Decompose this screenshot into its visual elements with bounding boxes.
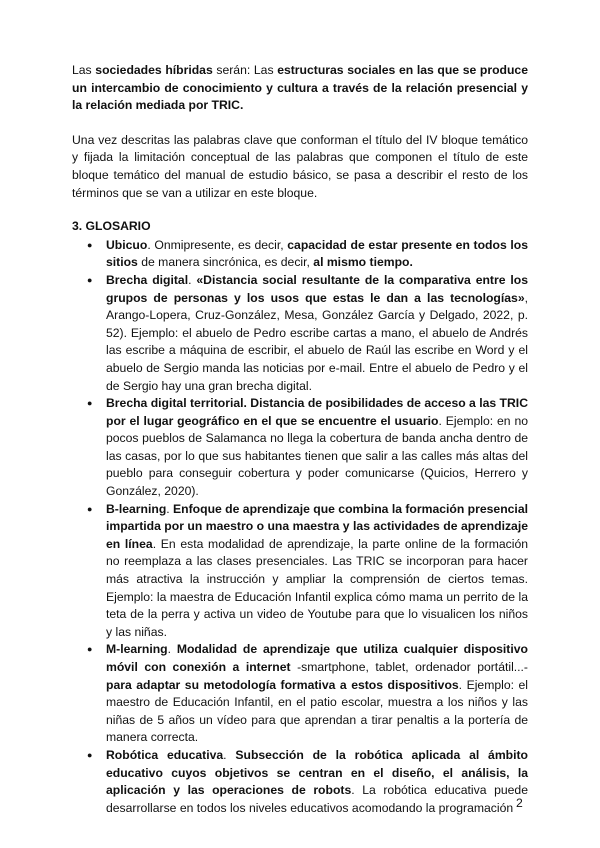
glossary-term: Ubicuo xyxy=(106,237,148,252)
glossary-item-brecha-digital xyxy=(106,272,528,395)
glossary-text: . Ejemplo: en no pocos pueblos de Salamanca no llega la cobertura de banda ancha dentro de las casas, por lo que sus habitantes tienen que salir a las calles más altas del pueblo para conseguir cobertura y poder comunicarse (Quicios, Herrero y González, 2020). xyxy=(106,413,529,499)
page-number: 2 xyxy=(516,796,523,810)
glossary-item-b-learning xyxy=(106,501,528,642)
glossary-text: . La robótica educativa puede desarrollarse en todos los niveles educativos acomodando la programación xyxy=(106,783,528,815)
glossary-term: Robótica educativa xyxy=(106,747,224,762)
section-title: 3. GLOSARIO xyxy=(72,219,151,234)
glossary-list xyxy=(72,237,528,818)
intro-paragraph xyxy=(72,62,528,115)
intro-text: Las xyxy=(72,63,96,77)
glossary-text: . xyxy=(167,642,177,657)
glossary-term: B-learning xyxy=(106,501,167,516)
glossary-term: Brecha digital territorial. Distancia de posibilidades de acceso a las TRIC por el lugar geográfico en el que se encuentre el usuario xyxy=(106,396,528,428)
glossary-definition: «Distancia social resultante de la comparativa entre los grupos de personas y los usos que estas le dan a las tecnologías» xyxy=(106,272,528,305)
intro-bold-term: sociedades híbridas xyxy=(95,63,213,77)
glossary-item-robotica-educativa xyxy=(106,747,528,817)
glossary-text: . Ejemplo: el maestro de Educación Infantil, en el patio escolar, muestra a los niños y las niñas de 5 años un vídeo para que aprendan a tirar penaltis a la portería de manera correcta. xyxy=(106,677,529,745)
glossary-definition: Enfoque de aprendizaje que combina la formación presencial impartida por un maestro o una maestra y las actividades de aprendizaje en línea xyxy=(106,501,528,551)
glossary-item-brecha-territorial xyxy=(106,395,528,501)
glossary-text: . xyxy=(223,747,236,762)
glossary-item-m-learning xyxy=(106,641,528,747)
glossary-text: -smartphone, tablet, ordenador portátil...- xyxy=(290,660,528,674)
glossary-definition: capacidad de estar presente en todos los sitios xyxy=(106,237,528,270)
glossary-definition: Subsección de la robótica aplicada al ámbito educativo cuyos objetivos se centran en el diseño, el análisis, la aplicación y las operaciones de robots xyxy=(106,747,528,798)
intro-text: serán: Las xyxy=(212,63,278,77)
glossary-item-ubicuo xyxy=(106,237,528,272)
document-page xyxy=(72,62,528,817)
glossary-text: . En esta modalidad de aprendizaje, la parte online de la formación no reemplaza a las clases presenciales. Las TRIC se incorporan para hacer más atractiva la instrucción y ampliar la comprensión de ciertos temas. Ejemplo: la maestra de Educación Infantil explica cómo mama un perrito de la teta de la perra y activa un video de Youtube para que lo visualicen los niños y las niñas. xyxy=(106,536,528,639)
glossary-term: M-learning xyxy=(106,642,168,657)
glossary-text: . Onmipresente, es decir, xyxy=(147,237,288,252)
glossary-text: de manera sincrónica, es decir, xyxy=(137,255,314,270)
glossary-definition: Modalidad de aprendizaje que utiliza cualquier dispositivo móvil con conexión a internet xyxy=(106,642,528,674)
glossary-definition: para adaptar su metodología formativa a estos dispositivos xyxy=(106,677,459,692)
glossary-text: . xyxy=(188,272,197,287)
intro-bold-definition: estructuras sociales en las que se produce un intercambio de conocimiento y cultura a través de la relación presencial y la relación mediada por TRIC. xyxy=(72,63,528,113)
glossary-text: , Arango-Lopera, Cruz-González, Mesa, González García y Delgado, 2022, p. 52). Ejemplo: el abuelo de Pedro escribe cartas a mano, el abuelo de Andrés las escribe a máquina de escribir, el abuelo de Raúl las escribe en Word y el abuelo de Sergio manda las noticias por e-mail. Entre el abuelo de Pedro y el de Sergio hay una gran brecha digital. xyxy=(106,290,528,393)
glossary-term: Brecha digital xyxy=(106,272,189,287)
context-paragraph: Una vez descritas las palabras clave que conforman el título del IV bloque temático y fijada la limitación conceptual de las palabras que componen el título de este bloque temático del manual de estudio básico, se pasa a describir el resto de los términos que se van a utilizar en este bloque. xyxy=(72,132,528,200)
glossary-text: . xyxy=(166,501,174,516)
glossary-definition: al mismo tiempo. xyxy=(313,255,413,270)
